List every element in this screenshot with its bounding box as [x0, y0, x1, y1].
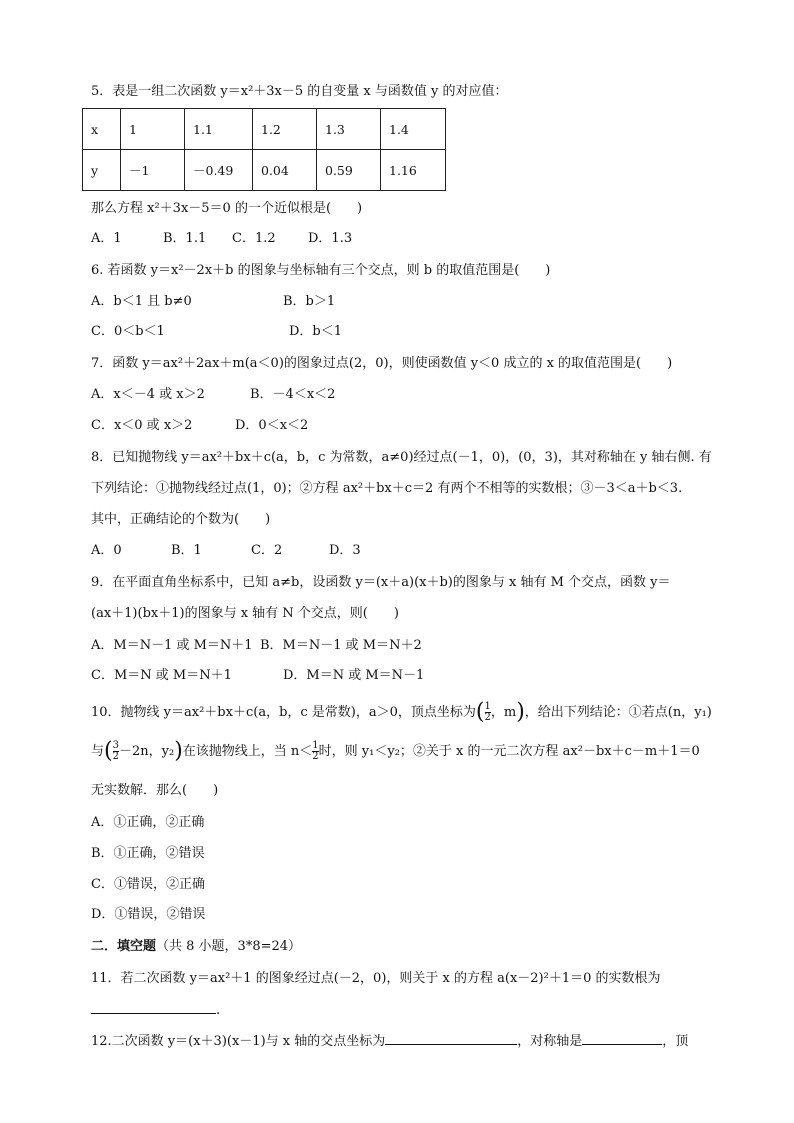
answer-blank[interactable] [385, 1032, 517, 1045]
q10-option-d: D．①错误，②错误 [91, 907, 206, 922]
table-cell: －0.49 [185, 150, 253, 191]
q8-stem-line3: 其中，正确结论的个数为( ) [91, 512, 271, 527]
q11-tail: . [216, 1003, 221, 1018]
q10-stem-line3: 无实数解．那么( ) [91, 783, 219, 798]
fraction-denominator: 2 [484, 712, 491, 723]
fraction-denominator: 2 [112, 751, 119, 762]
q12-text: ，对称轴是 [517, 1034, 583, 1049]
table-cell: 0.04 [253, 150, 317, 191]
q7-option-a: A．x＜－4 或 x＞2 [91, 387, 205, 402]
section-note: （共 8 小题，3*8=24） [156, 939, 302, 954]
table-cell: 1.2 [253, 109, 317, 150]
q10-option-c: C．①错误，②正确 [91, 877, 205, 892]
table-cell: x [83, 109, 121, 150]
q10-text: ，给出下列结论：①若点(n，y₁) [524, 705, 712, 720]
table-cell: 1.3 [317, 109, 381, 150]
table-cell: y [83, 150, 121, 191]
table-cell: 1.16 [381, 150, 446, 191]
q12-text: ，顶 [662, 1034, 689, 1049]
q8-stem-line1: 8．已知抛物线 y＝ax²＋bx＋c(a，b，c 为常数，a≠0)经过点(－1，0)，(0，3)，其对称轴在 y 轴右侧. 有 [91, 450, 712, 465]
answer-blank[interactable] [91, 1001, 216, 1014]
q5-option-d: D．1.3 [308, 231, 353, 246]
q10-text: －2n，y₂ [118, 744, 175, 759]
fraction-numerator: 1 [312, 740, 319, 751]
table-cell: 1 [121, 109, 185, 150]
table-row [83, 109, 446, 150]
table-cell: 1.1 [185, 109, 253, 150]
q9-option-b: B．M＝N－1 或 M＝N＋2 [260, 638, 422, 653]
q6-option-d: D．b＜1 [289, 324, 343, 339]
q7-option-d: D．0＜x＜2 [235, 418, 309, 433]
q10-text: 与 [91, 744, 105, 759]
q10-option-a: A．①正确，②正确 [91, 815, 205, 830]
q7-option-c: C．x＜0 或 x＞2 [91, 418, 193, 433]
q8-stem-line2: 下列结论：①抛物线经过点(1，0)；②方程 ax²＋bx＋c＝2 有两个不相等的实数根；③－3＜a＋b＜3. [91, 481, 683, 496]
q8-option-a: A．0 [91, 543, 122, 558]
q8-option-c: C．2 [251, 543, 283, 558]
q9-stem-line1: 9．在平面直角坐标系中，已知 a≠b，设函数 y＝(x＋a)(x＋b)的图象与 x 轴有 M 个交点，函数 y＝ [91, 575, 671, 590]
q9-stem-line2: (ax＋1)(bx＋1)的图象与 x 轴有 N 个交点，则( ) [91, 606, 399, 621]
q9-option-a: A．M＝N－1 或 M＝N＋1 [91, 638, 253, 653]
section-2-heading [91, 938, 301, 956]
table-row [83, 150, 446, 191]
q10-option-b: B．①正确，②错误 [91, 846, 205, 861]
q11-answer-line [91, 1001, 220, 1020]
q10-text: ，m [490, 705, 517, 720]
q10-text: 10．抛物线 y＝ax²＋bx＋c(a，b，c 是常数)，a＞0，顶点坐标为 [91, 705, 476, 720]
q8-option-b: B．1 [171, 543, 202, 558]
q10-text: 时，则 y₁＜y₂；②关于 x 的一元二次方程 ax²－bx＋c－m＋1＝0 [318, 744, 700, 759]
q10-stem-line1 [91, 699, 712, 725]
paren-right: ) [516, 699, 525, 725]
q10-stem-line2 [91, 738, 700, 764]
paren-left: ( [104, 738, 113, 764]
q9-option-c: C．M＝N 或 M＝N＋1 [91, 668, 232, 683]
q5-option-a: A．1 [91, 231, 122, 246]
q6-option-a: A．b＜1 且 b≠0 [91, 294, 192, 309]
table-cell: －1 [121, 150, 185, 191]
answer-blank[interactable] [582, 1032, 662, 1045]
q8-option-d: D．3 [329, 543, 361, 558]
q7-stem: 7．函数 y＝ax²＋2ax＋m(a＜0)的图象过点(2，0)，则使函数值 y＜0 成立的 x 的取值范围是( ) [91, 356, 673, 371]
fraction-numerator: 3 [112, 740, 119, 751]
q6-option-b: B．b＞1 [283, 294, 336, 309]
paren-right: ) [174, 738, 183, 764]
q5-option-b: B．1.1 [163, 231, 207, 246]
section-title: 二．填空题 [91, 939, 157, 954]
q12-stem [91, 1032, 688, 1051]
q6-stem: 6. 若函数 y＝x²－2x＋b 的图象与坐标轴有三个交点，则 b 的取值范围是( ) [91, 263, 551, 278]
table-cell: 0.59 [317, 150, 381, 191]
q5-question: 那么方程 x²＋3x－5＝0 的一个近似根是( ) [91, 201, 363, 216]
fraction-numerator: 1 [484, 701, 491, 712]
q5-option-c: C．1.2 [232, 231, 276, 246]
q7-option-b: B．－4＜x＜2 [250, 387, 336, 402]
paren-left: ( [475, 699, 485, 725]
q10-text: 在该抛物线上，当 n＜ [182, 744, 313, 759]
q5-stem: 5．表是一组二次函数 y＝x²＋3x－5 的自变量 x 与函数值 y 的对应值： [91, 84, 508, 99]
q9-option-d: D．M＝N 或 M＝N－1 [283, 668, 425, 683]
table-cell: 1.4 [381, 109, 446, 150]
q5-value-table [82, 108, 446, 191]
q11-stem: 11．若二次函数 y＝ax²＋1 的图象经过点(－2，0)，则关于 x 的方程 a(x－2)²＋1＝0 的实数根为 [91, 971, 661, 986]
q6-option-c: C．0＜b＜1 [91, 324, 165, 339]
q12-text: 12.二次函数 y＝(x＋3)(x－1)与 x 轴的交点坐标为 [91, 1034, 386, 1049]
fraction-denominator: 2 [312, 751, 319, 762]
